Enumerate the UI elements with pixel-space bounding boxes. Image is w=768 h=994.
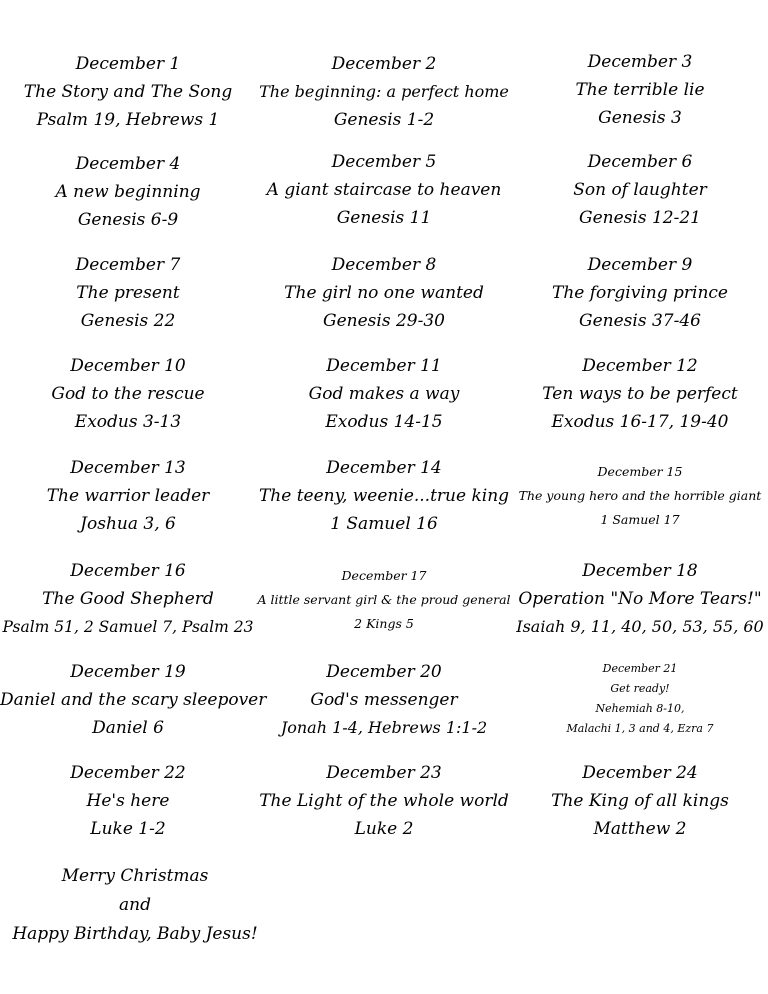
entry-reading: Jonah 1-4, Hebrews 1:1-2 xyxy=(280,718,488,737)
entry-date: December 15 xyxy=(597,464,683,479)
entry-reading: Genesis 3 xyxy=(598,108,682,128)
entry-december-14 xyxy=(256,454,512,538)
entry-december-13 xyxy=(0,454,256,538)
entry-title: God's messenger xyxy=(310,690,458,710)
entry-title: The terrible lie xyxy=(575,80,705,100)
entry-title: Get ready! xyxy=(610,682,670,695)
entry-reading: Exodus 16-17, 19-40 xyxy=(551,412,729,432)
entry-title: A giant staircase to heaven xyxy=(266,180,502,200)
entry-date: December 5 xyxy=(331,152,437,172)
entry-date: December 4 xyxy=(75,154,181,174)
entry-december-24 xyxy=(512,759,768,843)
entry-reading: Genesis 12-21 xyxy=(579,208,701,228)
entry-reading: Genesis 1-2 xyxy=(333,110,435,130)
entry-title: The beginning: a perfect home xyxy=(259,82,509,101)
entry-december-9 xyxy=(512,251,768,335)
entry-reading: Isaiah 9, 11, 40, 50, 53, 55, 60 xyxy=(516,617,764,636)
closing-line-1: Merry Christmas xyxy=(61,866,209,886)
entry-title: God makes a way xyxy=(308,384,460,404)
entry-december-20 xyxy=(256,658,512,742)
entry-reading: Psalm 51, 2 Samuel 7, Psalm 23 xyxy=(2,618,254,636)
entry-date: December 1 xyxy=(75,54,181,74)
entry-december-19 xyxy=(0,658,267,742)
entry-date: December 19 xyxy=(70,662,186,682)
entry-december-6 xyxy=(512,148,768,232)
entry-reading: Luke 2 xyxy=(354,819,414,839)
entry-date: December 10 xyxy=(70,356,186,376)
entry-title: The Light of the whole world xyxy=(259,791,509,811)
entry-december-10 xyxy=(0,352,256,436)
entry-reading: 2 Kings 5 xyxy=(354,616,414,631)
entry-december-16 xyxy=(0,557,256,641)
closing-message xyxy=(0,862,270,949)
entry-reading: Daniel 6 xyxy=(92,718,164,738)
entry-reading: Matthew 2 xyxy=(593,819,687,839)
entry-title: The Story and The Song xyxy=(23,82,233,102)
closing-line-2: and xyxy=(119,895,151,915)
entry-december-8 xyxy=(256,251,512,335)
entry-december-17 xyxy=(256,564,512,636)
entry-date: December 23 xyxy=(326,763,442,783)
entry-december-7 xyxy=(0,251,256,335)
entry-date: December 20 xyxy=(326,662,442,682)
entry-reading: Psalm 19, Hebrews 1 xyxy=(36,110,220,130)
entry-reading: Joshua 3, 6 xyxy=(80,514,176,534)
entry-date: December 22 xyxy=(70,763,186,783)
entry-date: December 9 xyxy=(587,255,693,275)
entry-december-5 xyxy=(256,148,512,232)
entry-title: The teeny, weenie...true king xyxy=(258,486,510,506)
entry-reading: Genesis 22 xyxy=(80,311,176,331)
entry-date: December 16 xyxy=(70,561,186,581)
entry-reading: Exodus 3-13 xyxy=(74,412,182,432)
entry-date: December 2 xyxy=(331,54,437,74)
entry-title: Daniel and the scary sleepover xyxy=(0,690,267,710)
entry-reading: Genesis 37-46 xyxy=(579,311,701,331)
entry-title: A new beginning xyxy=(55,182,201,202)
entry-december-21 xyxy=(512,659,768,739)
entry-title: Operation "No More Tears!" xyxy=(518,589,762,609)
entry-title: The King of all kings xyxy=(551,791,729,811)
entry-reading: 1 Samuel 17 xyxy=(600,512,680,527)
entry-date: December 17 xyxy=(341,568,427,583)
entry-title: The present xyxy=(76,283,180,303)
entry-reading: Genesis 11 xyxy=(336,208,432,228)
entry-december-4 xyxy=(0,150,256,234)
entry-reading: Nehemiah 8-10, xyxy=(595,702,685,715)
entry-date: December 13 xyxy=(70,458,186,478)
entry-december-2 xyxy=(256,50,512,134)
entry-date: December 8 xyxy=(331,255,437,275)
entry-reading: Genesis 6-9 xyxy=(77,210,179,230)
entry-date: December 7 xyxy=(75,255,181,275)
entry-december-1 xyxy=(0,50,256,134)
entry-title: The warrior leader xyxy=(46,486,210,506)
entry-title: The girl no one wanted xyxy=(284,283,484,303)
entry-december-23 xyxy=(256,759,512,843)
entry-reading: Luke 1-2 xyxy=(90,819,166,839)
entry-date: December 11 xyxy=(326,356,442,376)
entry-date: December 18 xyxy=(582,561,698,581)
entry-december-3 xyxy=(512,48,768,132)
entry-title: Ten ways to be perfect xyxy=(542,384,738,404)
entry-december-15 xyxy=(512,460,768,532)
entry-reading-continued: Malachi 1, 3 and 4, Ezra 7 xyxy=(566,722,714,735)
entry-reading: 1 Samuel 16 xyxy=(330,514,438,534)
entry-december-11 xyxy=(256,352,512,436)
entry-title: God to the rescue xyxy=(51,384,205,404)
entry-reading: Exodus 14-15 xyxy=(325,412,443,432)
entry-title: A little servant girl & the proud general xyxy=(257,592,511,607)
entry-december-12 xyxy=(512,352,768,436)
entry-title: He's here xyxy=(86,791,170,811)
entry-date: December 12 xyxy=(582,356,698,376)
entry-date: December 6 xyxy=(587,152,693,172)
entry-title: The forgiving prince xyxy=(552,283,728,303)
entry-date: December 14 xyxy=(326,458,442,478)
entry-title: The Good Shepherd xyxy=(42,589,214,609)
entry-date: December 3 xyxy=(587,52,693,72)
entry-december-22 xyxy=(0,759,256,843)
entry-title: The young hero and the horrible giant xyxy=(518,488,762,503)
entry-reading: Genesis 29-30 xyxy=(323,311,445,331)
entry-date: December 21 xyxy=(602,662,678,675)
entry-date: December 24 xyxy=(582,763,698,783)
entry-title: Son of laughter xyxy=(573,180,707,200)
closing-line-3: Happy Birthday, Baby Jesus! xyxy=(12,924,258,944)
entry-december-18 xyxy=(512,557,768,641)
